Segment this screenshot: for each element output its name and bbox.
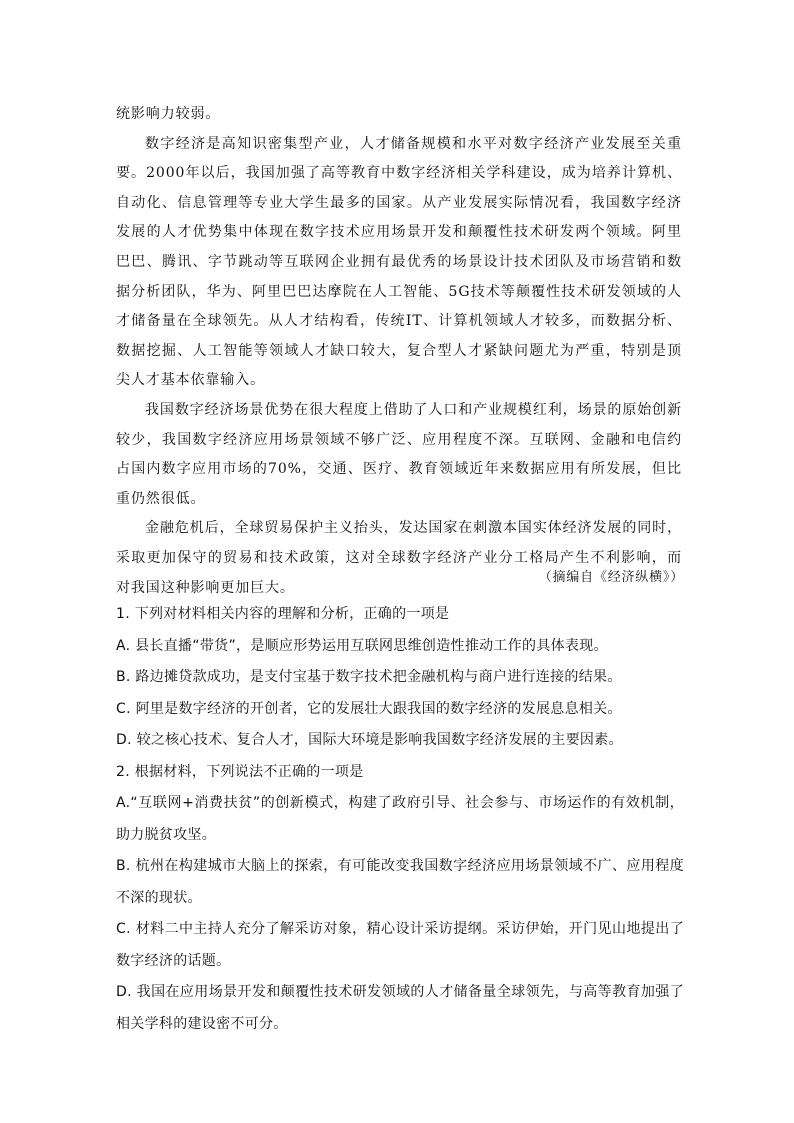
question-1-stem: 1. 下列对材料相关内容的理解和分析，正确的一项是	[116, 606, 450, 622]
reading-passage	[116, 100, 682, 603]
question-1-option-d: D. 较之核心技术、复合人才，国际大环境是影响我国数字经济发展的主要因素。	[116, 732, 623, 748]
question-2-stem: 2. 根据材料，下列说法不正确的一项是	[116, 763, 364, 780]
question-1-option-a: A. 县长直播“带货”，是顺应形势运用互联网思维创造性推动工作的具体表现。	[116, 637, 608, 654]
passage-paragraph-trade: 金融危机后，全球贸易保护主义抬头，发达国家在刺激本国实体经济发展的同时，采取更加保守的贸易和技术政策，这对全球数字经济产业分工格局产生不利影响，而对我国这种影响更加巨大。	[116, 520, 682, 596]
passage-paragraph-talent: 数字经济是高知识密集型产业，人才储备规模和水平对数字经济产业发展至关重要。2000年以后，我国加强了高等教育中数字经济相关学科建设，成为培养计算机、自动化、信息管理等专业大学生最多的国家。从产业发展实际情况看，我国数字经济发展的人才优势集中体现在数字技术应用场景开发和颠覆性技术研发两个领域。阿里巴巴、腾讯、字节跳动等互联网企业拥有最优秀的场景设计技术团队及市场营销和数据分析团队，华为、阿里巴巴达摩院在人工智能、5G技术等颠覆性技术研发领域的人才储备量在全球领先。从人才结构看，传统IT、计算机领域人才较多，而数据分析、数据挖掘、人工智能等领域人才缺口较大，复合型人才紧缺问题尤为严重，特别是顶尖人才基本依靠输入。	[116, 135, 682, 389]
question-2-option-b: B. 杭州在构建城市大脑上的探索，有可能改变我国数字经济应用场景领域不广、应用程度不深的现状。	[116, 858, 684, 906]
question-2-option-a: A.“互联网+消费扶贫”的创新模式，构建了政府引导、社会参与、市场运作的有效机制，助力脱贫攻坚。	[116, 795, 684, 843]
passage-paragraph-fragment: 统影响力较弱。	[116, 106, 221, 122]
question-1-option-b: B. 路边摊贷款成功，是支付宝基于数字技术把金融机构与商户进行连接的结果。	[116, 669, 622, 685]
question-2-option-c: C. 材料二中主持人充分了解采访对象，精心设计采访提纲。采访伊始，开门见山地提出了数字经济的话题。	[116, 921, 684, 969]
question-2-option-d: D. 我国在应用场景开发和颠覆性技术研发领域的人才储备量全球领先，与高等教育加强了相关学科的建设密不可分。	[116, 984, 684, 1032]
passage-source: （摘编自《经济纵横》）	[538, 570, 684, 585]
question-1-option-c: C. 阿里是数字经济的开创者，它的发展壮大跟我国的数字经济的发展息息相关。	[116, 700, 622, 717]
question-list	[116, 599, 684, 1040]
passage-paragraph-scenario: 我国数字经济场景优势在很大程度上借助了人口和产业规模红利，场景的原始创新较少，我国数字经济应用场景领域不够广泛、应用程度不深。互联网、金融和电信约占国内数字应用市场的70%，交通、医疗、教育领域近年来数据应用有所发展，但比重仍然很低。	[116, 401, 682, 507]
